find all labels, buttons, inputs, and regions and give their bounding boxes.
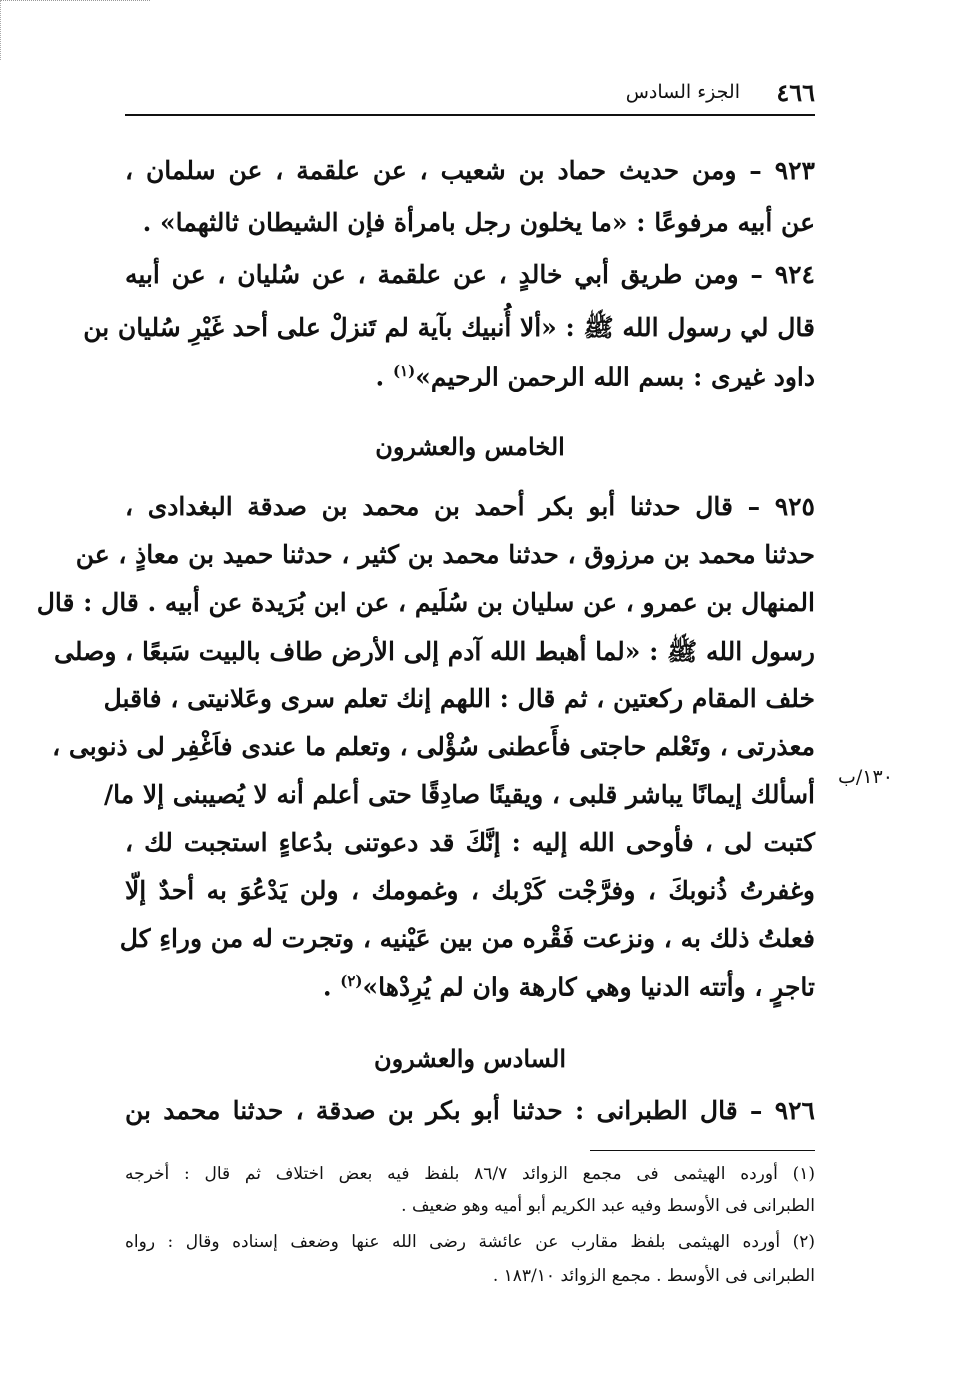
line-end-mark: . [322,972,341,1002]
body-line: خلف المقام ركعتين ، ثم قال : اللهم إنك تعلم سرى وعَلانيتى ، فاقبل [103,684,815,713]
body-line: فعلتُ ذلك به ، ونزعت فَقْره من بين عَيْنيه ، وتجرت له من وراءِ كل [119,924,815,953]
body-line: معذرتى ، وتَعْلم حاجتى فأَعطنى سُؤْلى ، وتعلم ما عندى فاَغْفِر لى ذنوبى ، [52,732,815,761]
body-line-with-footnote [125,362,815,391]
header-rule [125,114,815,116]
section-heading: الخامس والعشرون [375,432,565,461]
line-end-mark: . [375,362,393,392]
page-header [125,72,815,112]
body-line: المنهال بن عمرو ، عن سليان بن سُلَيم ، عن ابن بُرَيدة عن أبيه . قال : قال [36,588,815,617]
section-heading: السادس والعشرون [373,1044,567,1073]
body-line: ٩٢٥ – قال حدثنا أبو بكر أحمد بن محمد بن صدقة البغدادى ، [125,492,815,521]
body-line: ٩٢٣ – ومن حديث حماد بن شعيب ، عن علقمة ، عن سلمان ، [125,156,815,185]
footnote-ref: (٢) [340,972,363,990]
body-line: قال لي رسول الله ﷺ : «ألا أُنبيك بآية لم تَنزلْ على أحد غَيْرِ سُليان بن [83,313,815,342]
body-line: حدثنا محمد بن مرزوق ، حدثنا محمد بن كثير ، حدثنا حميد بن معاذٍ ، عن [75,540,815,569]
body-text: تاجرٍ ، وأتته الدنيا وهي كارهة وان لم يُرِدْها» [362,972,815,1002]
margin-folio-note: ١٣٠/ب [838,766,893,788]
body-line: رسول الله ﷺ : «لما أهبط الله آدم إلى الأرض طاف بالبيت سَبعًا ، وصلى [54,637,815,666]
body-line: وغفرتُ ذُنوبكَ ، وفرَّجْت كَرْبك ، وغمومك ، ولن يَدْعُوَ به أحدٌ إلّا [125,876,815,905]
body-line: ٩٢٤ – ومن طريق أبي خالدٍ ، عن علقمة ، عن سُليان ، عن أبيه [125,260,815,289]
body-line-with-footnote [125,972,815,1001]
scan-edge-mark [0,0,150,1]
footnote-line: الطبرانى فى الأوسط . مجمع الزوائد ١٨٣/١٠ . [492,1266,815,1286]
body-line: كتبت لى ، فأوحى الله إليه : إنَّكَ قد دعوتنى بدُعاءٍ استجبت لك ، [125,828,815,857]
footnote-line: الطبرانى فى الأوسط وفيه عبد الكريم أبو أميه وهو ضعيف . [401,1196,815,1216]
body-line: ٩٢٦ – قال الطبرانى : حدثنا أبو بكر بن صدقة ، حدثنا محمد بن [125,1096,815,1125]
body-line: أسألك إيمانًا يباشر قلبى ، ويقينًا صادِقًا حتى أعلم أنه لا يُصيبنى إلا ما/ [104,780,815,809]
body-line: عن أبيه مرفوعًا : «ما يخلون رجل بامرأة فإن الشيطان ثالثهما» . [142,208,815,237]
running-title: الجزء السادس [625,81,740,103]
scan-edge-mark-side [0,0,1,60]
footnote-ref: (١) [392,362,416,380]
body-text: داود غيرى : بسم الله الرحمن الرحيم» [415,362,815,392]
footnote-rule [590,1150,815,1151]
footnote-line: (٢) أورده الهيثمى بلفظ مقارب عن عائشة رضى الله عنها وضعف إسناده وقال : رواه [125,1232,815,1252]
footnote-line: (١) أورده الهيثمى فى مجمع الزوائد ٨٦/٧ بلفظ فيه بعض اختلاف ثم قال : أخرجه [125,1164,816,1184]
page-number: ٤٦٦ [776,78,815,107]
